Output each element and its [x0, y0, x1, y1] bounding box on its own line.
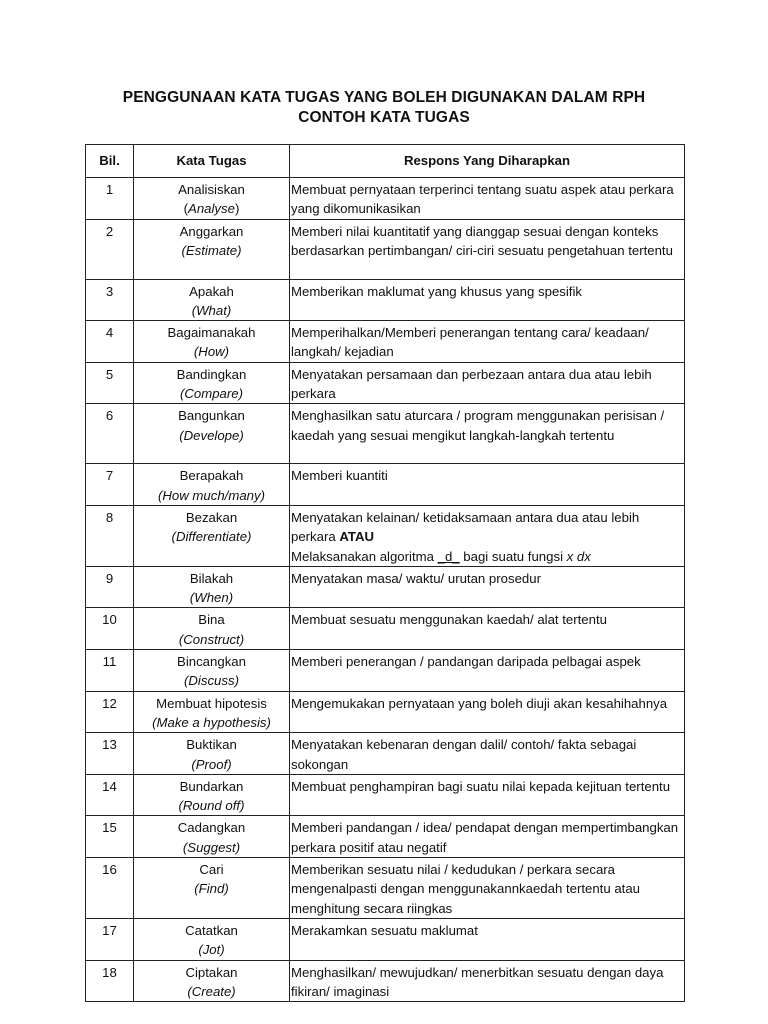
kata-tugas-table	[85, 144, 685, 1002]
table-row	[86, 279, 685, 321]
table-row	[86, 219, 685, 279]
respons-cell: Mengemukakan pernyataan yang boleh diuji akan kesahihahnya	[290, 691, 685, 733]
kata-english: (Estimate)	[181, 242, 242, 258]
table-row	[86, 178, 685, 220]
kata-malay: Bezakan	[185, 509, 238, 525]
respons-cell: Menyatakan masa/ waktu/ urutan prosedur	[290, 566, 685, 608]
kata-english: (Suggest)	[182, 839, 241, 855]
kata-tugas-cell	[134, 566, 290, 608]
table-header-row	[86, 145, 685, 178]
respons-cell: Merakamkan sesuatu maklumat	[290, 918, 685, 960]
kata-tugas-cell	[134, 219, 290, 279]
kata-tugas-cell	[134, 178, 290, 220]
kata-english-text: Analyse	[188, 201, 235, 217]
title-line-2: CONTOH KATA TUGAS	[298, 109, 470, 126]
kata-malay: Membuat hipotesis	[156, 695, 267, 711]
respons-line2-a: Melaksanakan algoritma	[291, 548, 438, 564]
kata-tugas-cell	[134, 774, 290, 816]
kata-malay: Bina	[198, 612, 225, 628]
kata-malay: Apakah	[189, 283, 234, 299]
kata-english: (Jot)	[198, 942, 225, 958]
table-row	[86, 733, 685, 775]
table-row	[86, 650, 685, 692]
respons-cell: Menghasilkan satu aturcara / program menggunakan perisisan / kaedah yang sesuai mengikut langkah-langkah tertentu	[290, 404, 685, 464]
respons-cell: Membuat penghampiran bagi suatu nilai kepada kejituan tertentu	[290, 774, 685, 816]
kata-english: (Find)	[194, 881, 229, 897]
respons-cell: Menyatakan kebenaran dengan dalil/ contoh/ fakta sebagai sokongan	[290, 733, 685, 775]
respons-function: x dx	[566, 548, 591, 564]
table-row	[86, 858, 685, 919]
kata-tugas-cell	[134, 858, 290, 919]
paren-open: (	[183, 201, 189, 217]
respons-atau: ATAU	[339, 529, 375, 545]
table-row	[86, 505, 685, 566]
respons-cell: Memperihalkan/Memberi penerangan tentang cara/ keadaan/ langkah/ kejadian	[290, 321, 685, 363]
kata-english: (Compare)	[179, 386, 244, 402]
kata-tugas-cell	[134, 816, 290, 858]
respons-cell	[290, 505, 685, 566]
table-row	[86, 816, 685, 858]
kata-tugas-cell	[134, 650, 290, 692]
row-number: 1	[86, 178, 134, 220]
row-number: 16	[86, 858, 134, 919]
kata-malay: Berapakah	[179, 468, 244, 484]
row-number: 12	[86, 691, 134, 733]
table-row	[86, 464, 685, 506]
respons-cell: Memberikan sesuatu nilai / kedudukan / perkara secara mengenalpasti dengan menggunakannkaedah tertentu atau menghitung secara riingkas	[290, 858, 685, 919]
table-row	[86, 608, 685, 650]
kata-english: (How much/many)	[158, 487, 265, 503]
kata-english: (Round off)	[178, 798, 245, 814]
respons-cell: Memberi kuantiti	[290, 464, 685, 506]
kata-tugas-cell	[134, 733, 290, 775]
respons-derivative: _d_	[437, 548, 460, 564]
row-number: 10	[86, 608, 134, 650]
row-number: 9	[86, 566, 134, 608]
row-number: 4	[86, 321, 134, 363]
row-number: 11	[86, 650, 134, 692]
kata-english	[134, 199, 289, 218]
kata-tugas-cell	[134, 608, 290, 650]
row-number: 5	[86, 362, 134, 404]
header-kata-tugas: Kata Tugas	[134, 145, 290, 178]
kata-malay: Bangunkan	[178, 408, 245, 424]
respons-cell: Memberi nilai kuantitatif yang dianggap sesuai dengan konteks berdasarkan pertimbangan/ ciri-ciri sesuatu pengetahuan tertentu	[290, 219, 685, 279]
kata-english: (Construct)	[178, 631, 245, 647]
table-row	[86, 691, 685, 733]
table-row	[86, 566, 685, 608]
respons-text: Menyatakan kelainan/ ketidaksamaan antara dua atau lebih perkara	[291, 509, 640, 545]
kata-english: (Develope)	[179, 427, 244, 443]
kata-english: (What)	[191, 302, 232, 318]
respons-cell: Memberi pandangan / idea/ pendapat dengan mempertimbangkan perkara positif atau negatif	[290, 816, 685, 858]
header-respons: Respons Yang Diharapkan	[290, 145, 685, 178]
respons-cell: Membuat pernyataan terperinci tentang suatu aspek atau perkara yang dikomunikasikan	[290, 178, 685, 220]
kata-malay: Anggarkan	[179, 223, 244, 239]
kata-tugas-cell	[134, 691, 290, 733]
kata-tugas-cell	[134, 279, 290, 321]
respons-cell: Menyatakan persamaan dan perbezaan antara dua atau lebih perkara	[290, 362, 685, 404]
document-title	[0, 88, 768, 128]
respons-cell: Memberikan maklumat yang khusus yang spesifik	[290, 279, 685, 321]
kata-tugas-cell	[134, 464, 290, 506]
row-number: 6	[86, 404, 134, 464]
table-row	[86, 918, 685, 960]
row-number: 3	[86, 279, 134, 321]
row-number: 7	[86, 464, 134, 506]
kata-tugas-cell	[134, 404, 290, 464]
kata-tugas-cell	[134, 321, 290, 363]
respons-cell: Memberi penerangan / pandangan daripada pelbagai aspek	[290, 650, 685, 692]
kata-english: (Differentiate)	[171, 529, 252, 545]
kata-tugas-cell	[134, 505, 290, 566]
kata-english: (Discuss)	[184, 673, 239, 689]
kata-malay: Bandingkan	[176, 366, 247, 382]
row-number: 8	[86, 505, 134, 566]
row-number: 13	[86, 733, 134, 775]
row-number: 14	[86, 774, 134, 816]
kata-english: (When)	[189, 590, 234, 606]
title-line-1: PENGGUNAAN KATA TUGAS YANG BOLEH DIGUNAKAN DALAM RPH	[122, 89, 646, 106]
kata-malay: Ciptakan	[185, 964, 238, 980]
row-number: 2	[86, 219, 134, 279]
row-number: 17	[86, 918, 134, 960]
table-row	[86, 774, 685, 816]
kata-malay: Bilakah	[189, 570, 234, 586]
kata-tugas-cell	[134, 960, 290, 1002]
kata-malay: Buktikan	[186, 737, 237, 753]
respons-line2-b: bagi suatu fungsi	[459, 548, 567, 564]
kata-malay: Analisiskan	[178, 182, 245, 197]
kata-malay: Cadangkan	[177, 820, 246, 836]
kata-malay: Bincangkan	[177, 654, 246, 670]
kata-malay: Catatkan	[185, 922, 238, 938]
respons-cell: Membuat sesuatu menggunakan kaedah/ alat tertentu	[290, 608, 685, 650]
table-row	[86, 960, 685, 1002]
respons-cell: Menghasilkan/ mewujudkan/ menerbitkan sesuatu dengan daya fikiran/ imaginasi	[290, 960, 685, 1002]
kata-english: (Create)	[187, 983, 236, 999]
row-number: 18	[86, 960, 134, 1002]
kata-malay: Bundarkan	[179, 778, 244, 794]
table-row	[86, 362, 685, 404]
header-bil: Bil.	[86, 145, 134, 178]
paren-close: )	[234, 201, 240, 217]
kata-english: (Make a hypothesis)	[152, 714, 271, 730]
kata-tugas-cell	[134, 362, 290, 404]
table-row	[86, 321, 685, 363]
kata-tugas-cell	[134, 918, 290, 960]
kata-english: (How)	[193, 344, 230, 360]
kata-malay: Bagaimanakah	[167, 325, 256, 341]
table-row	[86, 404, 685, 464]
row-number: 15	[86, 816, 134, 858]
kata-english: (Proof)	[191, 756, 232, 772]
kata-malay: Cari	[199, 862, 224, 878]
